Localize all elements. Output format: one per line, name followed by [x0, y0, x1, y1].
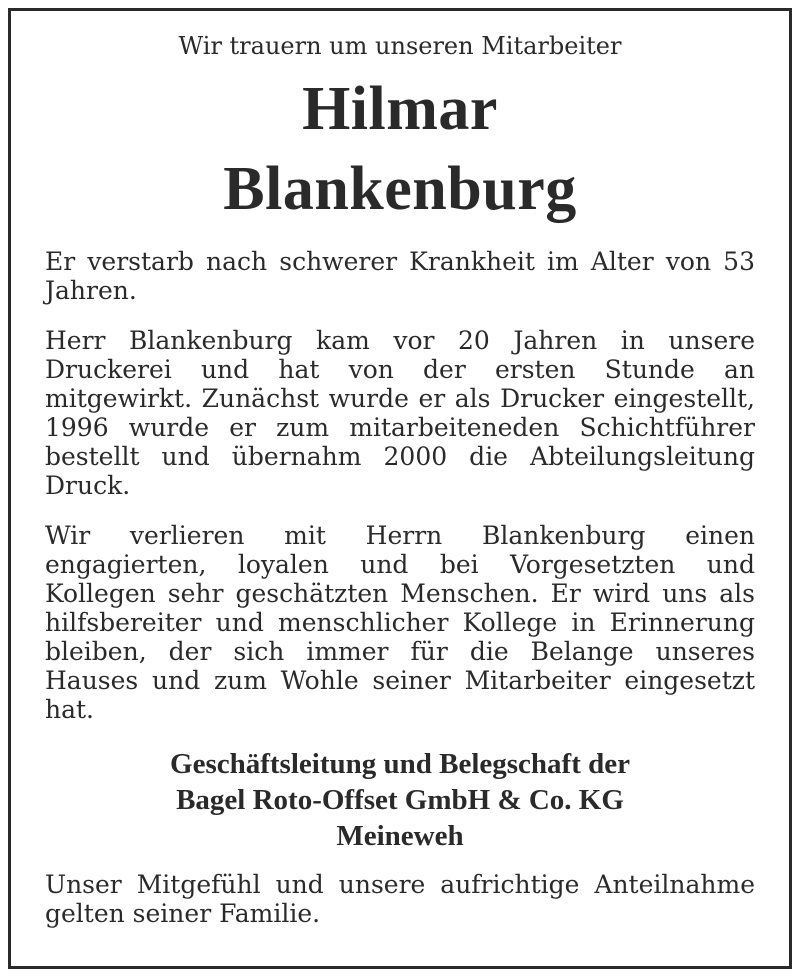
deceased-last-name: Blankenburg — [223, 155, 577, 223]
paragraph-death-notice: Er verstarb nach schwerer Krankheit im Alter von 53 Jahren. — [45, 247, 755, 305]
signature-line-1: Geschäftsleitung und Belegschaft der — [170, 748, 630, 780]
paragraph-career: Herr Blankenburg kam vor 20 Jahren in unsere Druckerei und hat von der ersten Stunde an mitgewirkt. Zunächst wurde er als Drucker eingestellt, 1996 wurde er zum mitarbeiteneden Schichtführer bestellt und übernahm 2000 die Abteilungsleitung Druck. — [45, 326, 755, 500]
paragraph-tribute: Wir verlieren mit Herrn Blankenburg einen engagierten, loyalen und bei Vorgesetzten und Kollegen sehr geschätzten Menschen. Er wird uns als hilfsbereiter und menschlicher Kollege in Erinnerung bleiben, der sich immer für die Belange unseres Hauses und zum Wohle seiner Mitarbeiter eingesetzt hat. — [45, 521, 755, 724]
obituary-notice — [8, 8, 792, 969]
closing-condolence: Unser Mitgefühl und unsere aufrichtige Anteilnahme gelten seiner Familie. — [45, 870, 755, 928]
notice-content — [45, 31, 755, 928]
signature-company: Bagel Roto-Offset GmbH & Co. KG — [176, 784, 624, 816]
intro-line: Wir trauern um unseren Mitarbeiter — [178, 32, 622, 60]
signature-location: Meineweh — [336, 820, 464, 852]
deceased-first-name: Hilmar — [302, 75, 498, 143]
